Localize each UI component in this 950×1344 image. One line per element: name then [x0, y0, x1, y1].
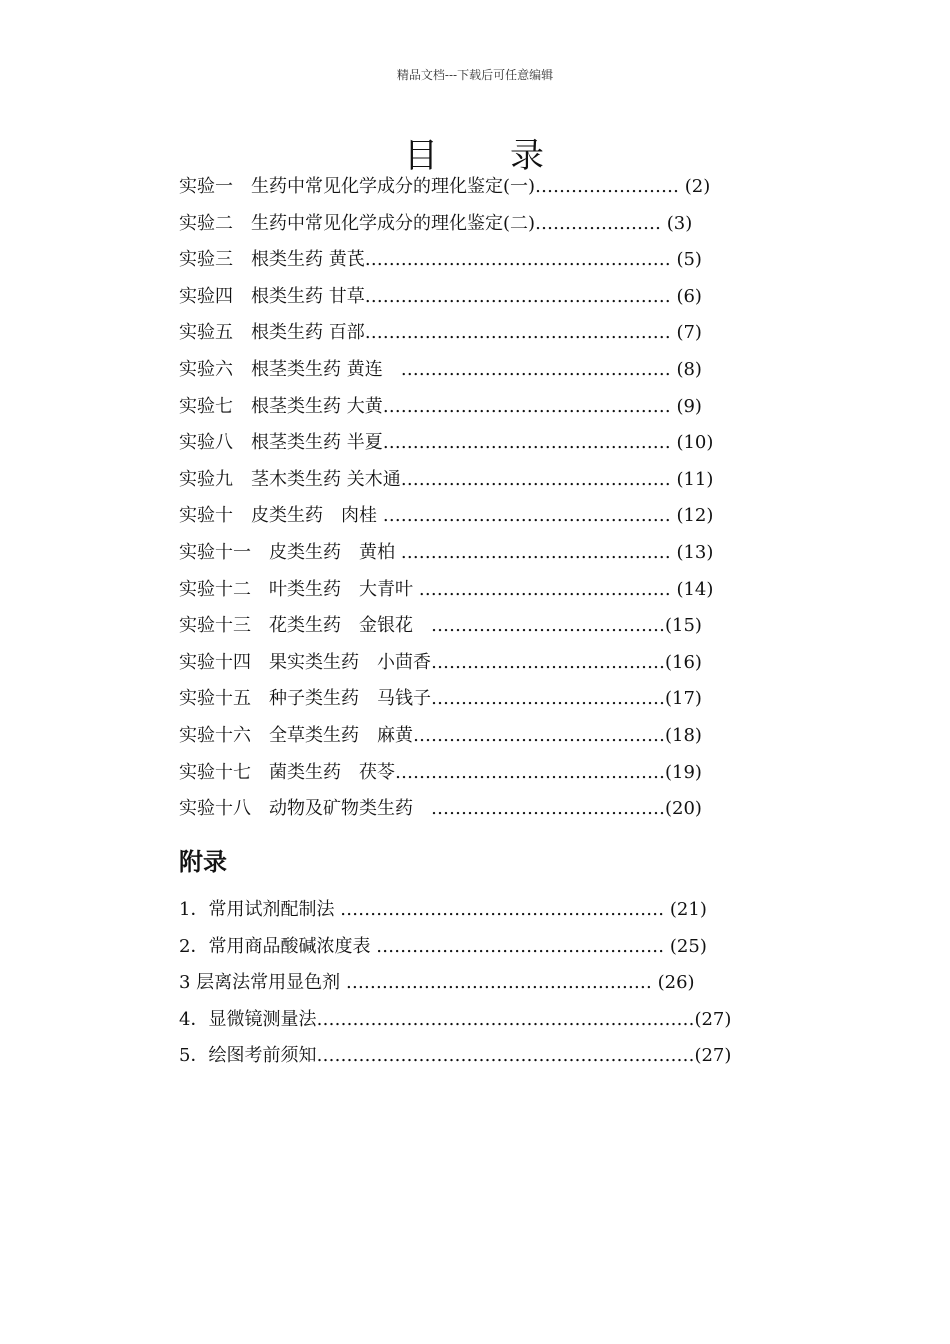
toc-entry[interactable]: 实验十六 全草类生药 麻黄……………………………………(18): [179, 725, 702, 746]
appendix-entry[interactable]: 3 层离法常用显色剂 …………………………………………… (26): [179, 972, 695, 993]
page-title: [0, 128, 950, 177]
toc-entry[interactable]: 实验十一 皮类生药 黄柏 ……………………………………… (13): [179, 542, 714, 563]
toc-entry[interactable]: 实验九 茎木类生药 关木通……………………………………… (11): [179, 468, 714, 490]
appendix-entry[interactable]: 4．显微镜测量法………………………………………………………(27): [179, 1008, 732, 1030]
toc-entry[interactable]: 实验十七 菌类生药 茯苓………………………………………(19): [179, 761, 702, 783]
appendix-heading: 附录: [179, 848, 227, 876]
toc-entry[interactable]: 实验二 生药中常见化学成分的理化鉴定(二)………………… (3): [179, 212, 693, 234]
toc-entry[interactable]: 实验四 根类生药 甘草…………………………………………… (6): [179, 285, 702, 307]
toc-entry[interactable]: 实验十五 种子类生药 马钱子…………………………………(17): [179, 688, 702, 710]
appendix-entry[interactable]: 5．绘图考前须知………………………………………………………(27): [179, 1045, 732, 1066]
appendix-entry[interactable]: 2．常用商品酸碱浓度表 ………………………………………… (25): [179, 935, 707, 957]
title-char-2: 录: [510, 136, 546, 176]
toc-entry[interactable]: 实验一 生药中常见化学成分的理化鉴定(一)…………………… (2): [179, 176, 711, 197]
toc-entry[interactable]: 实验十 皮类生药 肉桂 ………………………………………… (12): [179, 505, 714, 527]
toc-entry[interactable]: 实验十四 果实类生药 小茴香…………………………………(16): [179, 651, 702, 673]
toc-entry[interactable]: 实验十八 动物及矿物类生药 …………………………………(20): [179, 798, 702, 820]
toc-entry[interactable]: 实验五 根类生药 百部…………………………………………… (7): [179, 322, 702, 344]
title-char-1: 目: [404, 136, 440, 176]
toc-entry[interactable]: 实验十三 花类生药 金银花 …………………………………(15): [179, 615, 702, 637]
toc-entry[interactable]: 实验八 根茎类生药 半夏………………………………………… (10): [179, 432, 714, 454]
toc-entry[interactable]: 实验三 根类生药 黄芪…………………………………………… (5): [179, 249, 702, 271]
toc-entry[interactable]: 实验十二 叶类生药 大青叶 …………………………………… (14): [179, 578, 714, 600]
appendix-entry[interactable]: 1．常用试剂配制法 ……………………………………………… (21): [179, 899, 707, 920]
toc-entry[interactable]: 实验七 根茎类生药 大黄………………………………………… (9): [179, 395, 702, 417]
page-header: 精品文档---下载后可任意编辑: [396, 68, 554, 82]
toc-entry[interactable]: 实验六 根茎类生药 黄连 ……………………………………… (8): [179, 359, 702, 380]
